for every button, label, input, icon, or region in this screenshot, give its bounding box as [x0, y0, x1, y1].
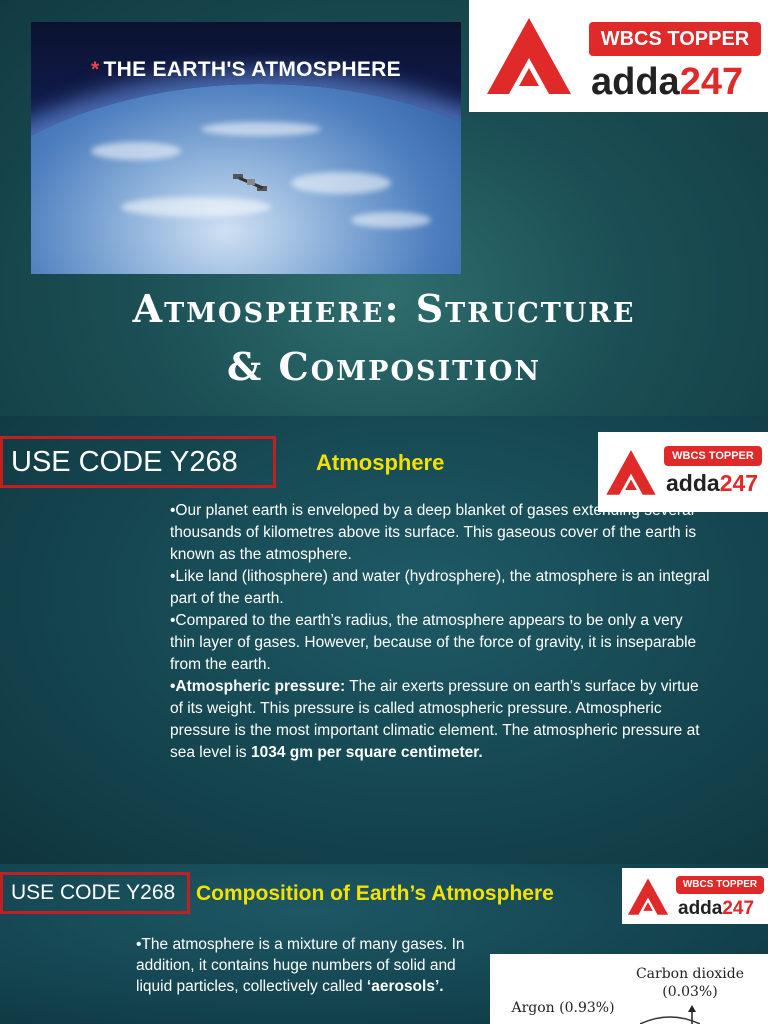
paragraph: •Compared to the earth’s radius, the atmosphere appears to be only a very thin layer of gases. However, because of the force of gravity, it is inseparable from the earth. [170, 612, 697, 673]
adda-logo-icon [604, 446, 658, 500]
composition-description [136, 934, 486, 997]
chart-label-co2: Carbon dioxide [635, 966, 745, 982]
chart-label-co2-pct: (0.03%) [662, 984, 718, 1000]
wbcs-topper-badge: WBCS TOPPER [676, 876, 764, 894]
adda-wordmark: adda247 [666, 470, 759, 496]
space-station-icon [231, 170, 271, 196]
wbcs-topper-badge: WBCS TOPPER [589, 22, 761, 56]
paragraph: •Our planet earth is enveloped by a deep blanket of gases extending several thousands of kilometres above its surface. This gaseous cover of the earth is known as the atmosphere. [170, 502, 697, 563]
use-code-box: USE CODE Y268 [0, 436, 276, 488]
chart-label-argon: Argon (0.93%) [511, 1000, 615, 1016]
adda-logo-icon [626, 876, 670, 918]
wbcs-topper-badge: WBCS TOPPER [664, 446, 762, 466]
use-code-box: USE CODE Y268 [0, 872, 190, 914]
atmosphere-slide [0, 416, 768, 864]
main-title: Atmosphere: Structure & Composition [132, 286, 636, 389]
adda247-logo [622, 868, 768, 924]
earth-atmosphere-photo [31, 22, 461, 274]
paragraph: •Like land (lithosphere) and water (hydrosphere), the atmosphere is an integral part of the earth. [170, 568, 710, 607]
chart-pie-edge [640, 1014, 700, 1024]
section-heading: Composition of Earth’s Atmosphere [196, 882, 554, 905]
photo-title: * THE EARTH'S ATMOSPHERE [91, 58, 401, 81]
paragraph: •Atmospheric pressure: The air exerts pressure on earth’s surface by virtue of its weight. This pressure is called atmospheric pressure. Atmospheric pressure is the most important climatic element. The atmospheric pressure at sea level is 1034 gm per square centimeter. [170, 678, 700, 761]
title-slide [0, 0, 768, 416]
section-heading: Atmosphere [316, 450, 445, 475]
atmosphere-description [170, 500, 710, 764]
paragraph: •The atmosphere is a mixture of many gases. In addition, it contains huge numbers of solid and liquid particles, collectively called ‘aerosols’. [136, 936, 465, 995]
adda-wordmark: adda247 [678, 898, 755, 919]
composition-slide [0, 864, 768, 1024]
composition-chart [490, 954, 768, 1024]
adda-logo-icon [483, 14, 575, 100]
adda247-logo [469, 0, 768, 112]
adda-wordmark: adda247 [591, 61, 744, 103]
